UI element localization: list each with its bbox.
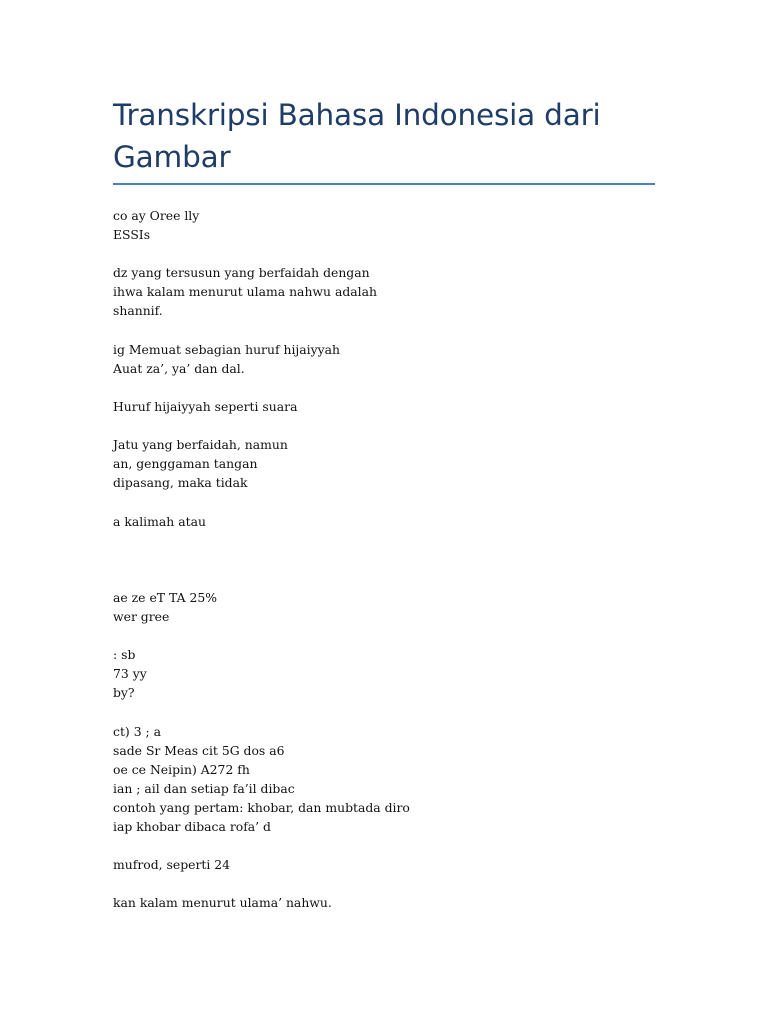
paragraph: [113, 588, 655, 626]
text-line: ct) 3 ; a: [113, 723, 162, 739]
text-line: co ay Oree lly: [113, 208, 200, 223]
text-line: ian ; ail dan setiap fa’il dibac: [113, 780, 295, 796]
text-line: 73 yy: [113, 666, 147, 682]
paragraph: [113, 722, 655, 837]
text-line: ae ze eT TA 25%: [113, 589, 218, 605]
document-title: Transkripsi Bahasa Indonesia dari Gambar: [113, 94, 655, 185]
blank-space: [113, 550, 655, 588]
paragraph: [113, 512, 655, 531]
paragraph: [113, 397, 655, 416]
document-page: [113, 94, 655, 932]
text-line: dz yang tersusun yang berfaidah dengan: [113, 265, 370, 281]
paragraph: [113, 645, 655, 702]
text-line: Jatu yang berfaidah, namun: [113, 437, 288, 453]
text-line: iap khobar dibaca rofa’ d: [113, 819, 271, 834]
paragraph: [113, 855, 655, 874]
text-line: ig Memuat sebagian huruf hijaiyyah: [113, 341, 340, 357]
text-line: shannif.: [113, 303, 163, 319]
text-line: ihwa kalam menurut ulama nahwu adalah: [113, 284, 377, 300]
paragraph: [113, 435, 655, 492]
paragraph: [113, 893, 655, 912]
text-line: : sb: [113, 647, 136, 663]
paragraph: [113, 340, 655, 378]
text-line: contoh yang pertam: khobar, dan mubtada diro: [113, 799, 410, 815]
text-line: kan kalam menurut ulama’ nahwu.: [113, 895, 332, 911]
text-line: mufrod, seperti 24: [113, 857, 231, 873]
text-line: dipasang, maka tidak: [113, 475, 248, 491]
text-line: wer gree: [113, 608, 170, 624]
text-line: sade Sr Meas cit 5G dos a6: [113, 742, 285, 758]
text-line: Auat za’, ya’ dan dal.: [113, 360, 245, 376]
text-line: ESSIs: [113, 227, 151, 243]
text-line: a kalimah atau: [113, 513, 206, 529]
text-line: an, genggaman tangan: [113, 456, 258, 472]
paragraph: [113, 206, 655, 244]
paragraph: [113, 263, 655, 320]
text-line: by?: [113, 685, 135, 701]
document-body: [113, 206, 655, 912]
text-line: Huruf hijaiyyah seperti suara: [113, 398, 298, 414]
text-line: oe ce Neipin) A272 fh: [113, 761, 250, 777]
